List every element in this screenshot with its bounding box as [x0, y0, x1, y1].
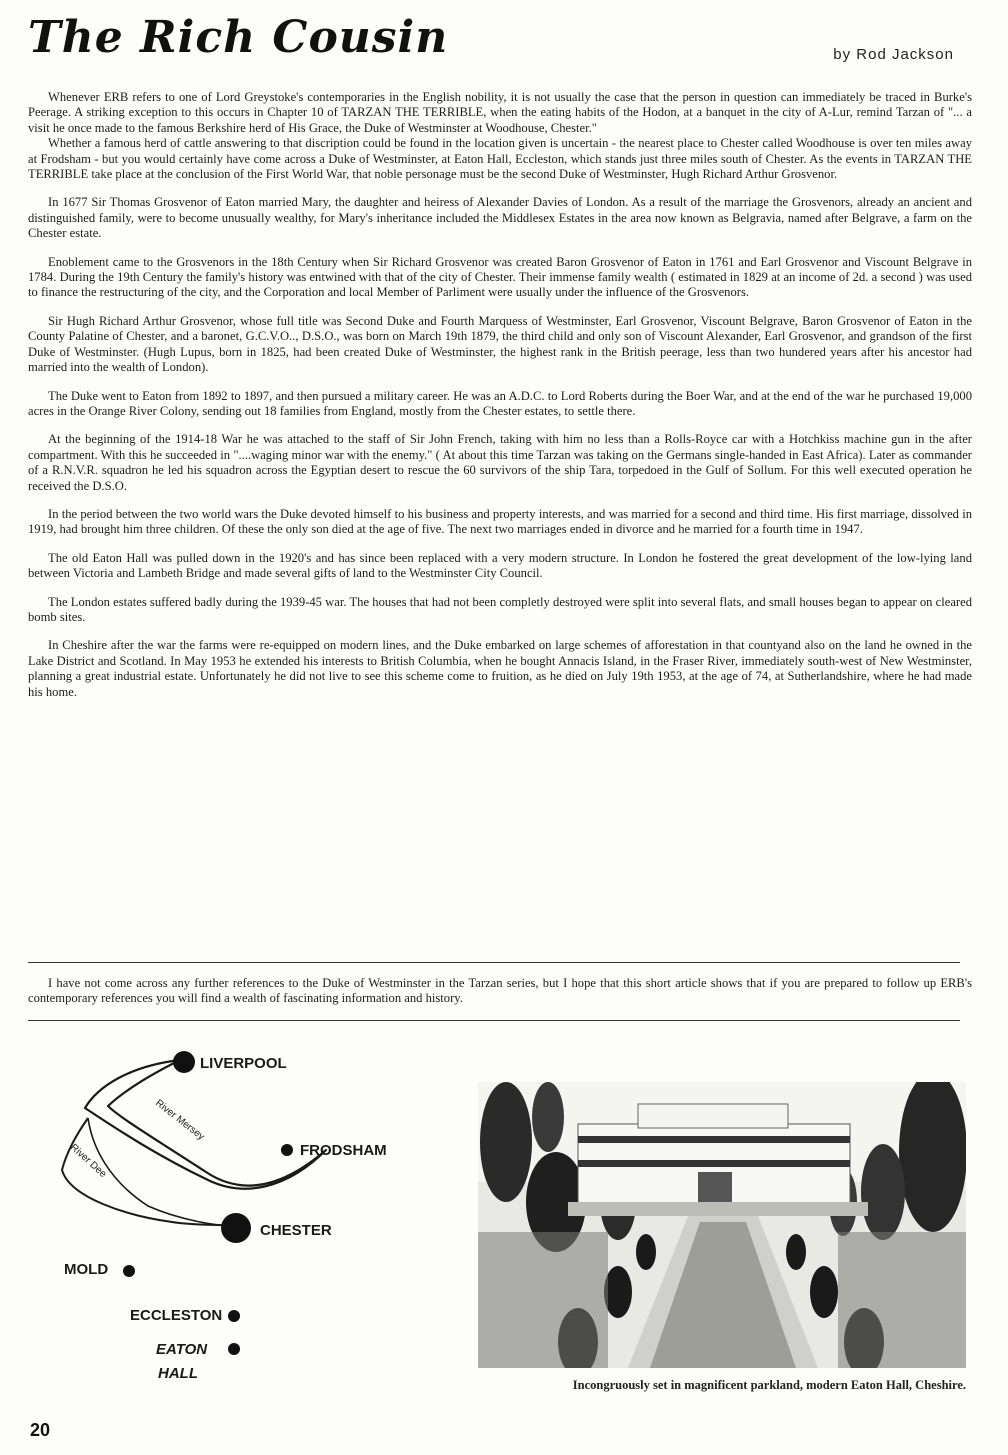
chester-marker: [221, 1213, 251, 1243]
divider-line: [28, 1020, 960, 1021]
river-dee-label: River Dee: [67, 1142, 109, 1180]
place-label-chester: CHESTER: [260, 1222, 332, 1239]
eccleston-marker: [228, 1310, 240, 1322]
article-paragraph: The old Eaton Hall was pulled down in the 1920's and has since been replaced with a very modern structure. In London he fostered the great development of the low-lying land between Victoria and Lambeth Bridge and made several gifts of land to the Westminster City Council.: [28, 550, 972, 581]
river-dee-bank: [88, 1118, 236, 1226]
article-title: The Rich Cousin: [28, 12, 449, 63]
eaton-hall-photo: [478, 1082, 966, 1368]
article-paragraph: Whether a famous herd of cattle answering to that discription could be found in the location given is uncertain - the nearest place to Chester called Woodhouse is over ten miles away at Frodsham - but you would certainly have come across a Duke of Westminster, at Eaton Hall, Eccleston, which stands just three miles south of Chester. As the events in TARZAN THE TERRIBLE take place at the conclusion of the First World War, that noble personage must be the second Duke of Westminster, Hugh Richard Arthur Grosvenor.: [28, 136, 972, 182]
article-paragraph: At the beginning of the 1914-18 War he was attached to the staff of Sir John French, taking with him no less than a Rolls-Royce car with a Hotchkiss machine gun in the after compartment. With this he succeeded in "....waging minor war with the enemy." ( At about this time Tarzan was taking on the Germans single-handed in East Africa). Later as commander of a R.N.V.R. squadron he led his squadron across the Egyptian desert to rescue the 60 survivors of the ship Tara, torpedoed in the Gulf of Sollum. For this well executed operation he received the D.S.O.: [28, 432, 972, 493]
closing-paragraph: I have not come across any further references to the Duke of Westminster in the Tarzan series, but I hope that this short article shows that if you are prepared to follow up ERB's contemporary references you will find a wealth of fascinating information and history.: [28, 976, 972, 1006]
page-number: 20: [30, 1420, 51, 1440]
article-paragraph: The London estates suffered badly during the 1939-45 war. The houses that had not been completly destroyed were split into several flats, and small houses began to appear on cleared bomb sites.: [28, 594, 972, 624]
river-mersey-label: River Mersey: [153, 1097, 207, 1143]
divider-line: [28, 962, 960, 963]
mold-marker: [123, 1265, 135, 1277]
author-byline: by Rod Jackson: [833, 46, 954, 63]
river-mersey-line: [85, 1060, 326, 1189]
article-paragraph: The Duke went to Eaton from 1892 to 1897, and then pursued a military career. He was an A.D.C. to Lord Roberts during the Boer War, and at the end of the war he purchased 19,000 acres in the Orange River Colony, sending out 18 families from England, mostly from the Chester estates, to settle there.: [28, 388, 972, 418]
photo-caption: Incongruously set in magnificent parkland, modern Eaton Hall, Cheshire.: [572, 1378, 966, 1392]
region-map: [30, 1038, 450, 1398]
article-paragraph: In Cheshire after the war the farms were re-equipped on modern lines, and the Duke embarked on large schemes of afforestation in that countyand also on the land he owned in the Lake District and Scotland. In May 1953 he extended his interests to British Columbia, when he bought Annacis Island, in the Fraser River, immediately south-west of New Westminster, planning a great industrial estate. Unfortunately he did not live to see this scheme come to fruition, as he died on July 19th 1953, at the age of 74, at Sutherlandshire, where he had made his home.: [28, 638, 972, 699]
place-label-eccleston: ECCLESTON: [130, 1307, 223, 1324]
article-paragraph: Sir Hugh Richard Arthur Grosvenor, whose full title was Second Duke and Fourth Marquess of Westminster, Earl Grosvenor, Viscount Belgrave, Baron Grosvenor of Eaton in the County Palatine of Chester, and a baronet, G.C.V.O.., D.S.O., was born on March 19th 1879, the third child and only son of Viscount Alexander, Earl Grosvenor, and grandson of the first Duke of Westminster. (Hugh Lupus, born in 1825, had been created Duke of Westminster, the highest rank in the British peerage, less than two hundered years after his ancestor had married into the wealth of London).: [28, 313, 972, 375]
place-label-frodsham: FRODSHAM: [300, 1142, 387, 1159]
article-paragraph: In the period between the two world wars the Duke devoted himself to his business and property interests, and was married for a second and third time. His first marriage, dissolved in 1919, had brought him three children. Of these the only son died at the age of five. The next two marriages ended in divorce and he married for a fourth time in 1947.: [28, 506, 972, 537]
article-paragraph: In 1677 Sir Thomas Grosvenor of Eaton married Mary, the daughter and heiress of Alexander Davies of London. As a result of the marriage the Grosvenors, already an ancient and distinguished family, were to become unusually wealthy, for Mary's inheritance included the Middlesex Estates in the area now known as Belgravia, named after Belgrave, a farm on the Chester estate.: [28, 195, 972, 241]
place-label-eaton-hall-line1: EATON: [156, 1341, 208, 1358]
place-label-eaton-hall-line2: HALL: [158, 1365, 198, 1382]
liverpool-marker: [173, 1051, 195, 1073]
frodsham-marker: [281, 1144, 293, 1156]
article-body: [28, 90, 972, 713]
article-paragraph: Enoblement came to the Grosvenors in the 18th Century when Sir Richard Grosvenor was created Baron Grosvenor of Eaton in 1761 and Earl Grosvenor and Viscount Belgrave in 1784. During the 19th Century the family's history was entwined with that of the city of Chester. Their immense family wealth ( estimated in 1829 at an income of 2d. a second ) was used to finance the restructuring of the city, and the Corporation and local Member of Parliment were usually under the influence of the Grosvenors.: [28, 254, 972, 300]
eaton-hall-marker: [228, 1343, 240, 1355]
article-paragraph: Whenever ERB refers to one of Lord Greystoke's contemporaries in the English nobility, it is not usually the case that the person in question can immediately be traced in Burke's Peerage. A striking exception to this occurs in Chapter 10 of TARZAN THE TERRIBLE, when the eating habits of the Hodon, at a banquet in the city of A-Lur, remind Tarzan of "... a visit he once made to the famous Berkshire herd of His Grace, the Duke of Westminster at Woodhouse, Chester.": [28, 90, 972, 135]
place-label-liverpool: LIVERPOOL: [200, 1055, 287, 1072]
place-label-mold: MOLD: [64, 1261, 109, 1278]
